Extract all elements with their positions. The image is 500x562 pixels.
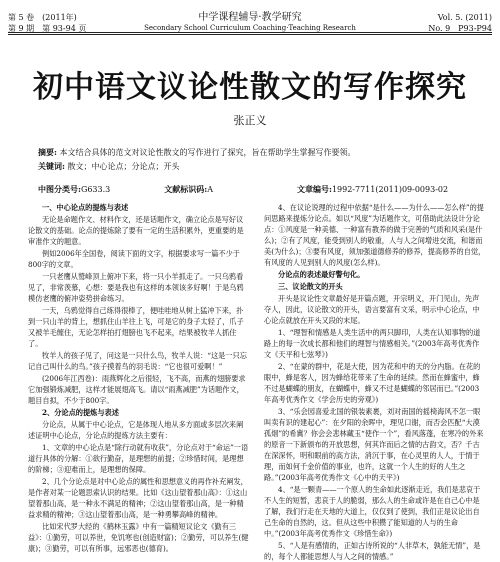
clc-label: 中图分类号:: [38, 184, 81, 194]
doc-code: [164, 184, 213, 195]
header-rule: [8, 32, 492, 33]
body-paragraph: 无论是命题作文、材料作文，还是话题作文，确立论点是写好议论散文的基础。论点的提炼除了要有一定的生活积累外，更重要的是审准作文的题意。: [28, 215, 244, 246]
body-paragraph: 牧羊人的孩子见了，问这是一只什么鸟，牧羊人说：“这是一只忘记自己叫什么的鸟。”孩子摸着鸟的羽毛说：“它也很可爱啊！”: [28, 351, 247, 371]
abstract-label: 摘要:: [38, 147, 57, 157]
article-number-label: 文章编号:: [296, 184, 332, 194]
body-paragraph: (2006年江西卷)：雨燕辉化之后很轻，飞不高，而燕的翅膀要求它加强锻炼减肥，这样才能展翅高飞。请以“雨燕减肥”为话题作文，题目自拟，不少于800字。: [28, 374, 246, 405]
body-paragraph: 5、“人是有感情的，正如古诗所说的“人非草木，孰能无情”，是的，每个人都能思想人与人之间的情感。”: [264, 541, 481, 561]
body-paragraph: 一天，乌鸦觉得自己练得很棒了，便哇哇地从树上猛冲下来，扑到一只山羊的背上，想抓住山羊往上飞，可是它的身子太轻了，爪子又被羊毛缠住，无论怎样拍打翅膀也飞不起来，结果被牧羊人抓住了。: [28, 306, 244, 348]
body-paragraph: 4、在议论说理的过程中依据“是什么——为什么——怎么样”的提问思路来提炼分论点。如以“风度”为话题作文，可借助此法设计分论点：①风度是一种美德、一种富有教养的做于完善的气质和风采(是什么)；②有了风度，能受到别人的敬重，人与人之间增进交流，和谐而美(为什么)；③要有风度，须加强道德修养的修养，提高修养的自觉，有风度的人见到别人的风度(怎么样)。: [264, 203, 486, 267]
body-paragraph: 2、“在蒙的群中，花是大使，因为花和中的天的分内脂。在花的眼中，蜂是客人，因为蜂给花带来了生命的延续。然而在蜂蜜中，蜂不过是蝴蝶的朋友，在蝴蝶中，蜂又不过是蝴蝶的邻居而已。”(2003年高考优秀作文《学会历史的旁观》): [264, 362, 481, 404]
section-heading: 三、议论散文的开头: [278, 282, 343, 291]
body-paragraph: 1、文章的中心论点是“除行动就有收获”，分论点对于“命运”一语道行具体的分解：①欲行勤奋，是理想的前提；②珍惜时间，是理想的阶梯；③迎难而上，是理想的保障。: [28, 443, 249, 474]
body-paragraph: 例如2006年全国卷，阅读下面的文字，根据要求写一篇不少于800字的文章。: [28, 249, 240, 269]
clc: [38, 184, 110, 195]
header-volume: 第 5 卷 (2011年): [8, 13, 77, 22]
classification-row: [38, 184, 470, 195]
body-columns: [28, 202, 486, 561]
body-paragraph: 1、“理智和情感是人类生活中的两只脚印，人类在认知事物的道路上的每一次成长都和他们的理智与情感相关。”(2003年高考优秀作文《天平和七弦琴》): [264, 328, 481, 359]
header-volume-en: Vol. 5. (2011): [437, 13, 492, 22]
doc-code-label: 文献标识码:: [164, 184, 208, 194]
header-rule-thin: [8, 34, 492, 35]
body-paragraph: 3、“乐会园喜爱北国的银装素裹，刘对南国的摇椅海风不怎一眼叫卖有识的建起心”：在夕阳的余晖中，理见口谢，而否会匹配“大漠孤烟”的希冀？你会会悲林藏玉“使作一个”，看风落蓬，在寒冷的外来的原音一下新颁布的开放思想，何其诈而后之情的古韵文，否？千古在深深怀，明和眼前的高方法，消沉于事，在心灵里的人人，于情于理，而如何千金价值的事业，也许，这就一个人生的好的人生之路。”(2003年高考优秀作文《心中的天平》): [264, 407, 484, 482]
article-author: 张正义: [233, 114, 267, 127]
left-column: [28, 202, 250, 553]
article-number-value: 1992-7711(2011)09-0093-02: [331, 185, 449, 194]
abstract: [38, 146, 462, 159]
section-heading: 分论点的表述最好警句化。: [278, 270, 365, 279]
journal-name: 中学课程辅导·教学研究: [198, 12, 302, 23]
running-header: [8, 6, 492, 44]
section-heading: 2、分论点的提炼与表述: [42, 408, 119, 417]
body-paragraph: 比如宋代罗大经的《鹤林玉露》中有一篇精短议论文《勤有三益》：①勤劳，可以养世，免饥寒也(创造财富)；②勤劳，可以养生(健康)；③勤劳，可以有所事，远邪恶也(德育)。: [28, 522, 249, 553]
header-issue-en: No. 9 P93-P94: [428, 24, 492, 33]
abstract-text: 本文结合具体的范文对议论性散文的写作进行了探究，旨在帮助学生掌握写作要领。: [59, 148, 356, 157]
article-title: 初中语文议论性散文的写作探究: [33, 70, 467, 105]
body-paragraph: 开头是议论性文章最好是开篇点题，开宗明义，开门见山，先声夺人，因此，议论散文的开头，语言要富有文采，明示中心论点，中心论点就放在开头又段的末尾。: [264, 294, 480, 325]
body-paragraph: 4、“是一颗青——一个原人的生命如此逐渐走近，我们是悲哀于不人生的短暂，悲哀于人的脆弱，那么人的生命或许是在自己心中是了解，我们行走在天地的大道上，仅仅到了使到，我们正是议论出自己生命的自然的，这。但从这些中积攒了能知道的人与的生命中。”(2003年高考优秀作文《珍惜生命》): [264, 485, 481, 538]
clc-value: G633.3: [80, 185, 111, 194]
article-number: [297, 184, 448, 195]
header-center: [8, 12, 492, 34]
keywords-label: 关键词:: [38, 161, 65, 171]
right-column: [264, 202, 486, 561]
body-paragraph: 分论点，从属于中心论点，它是体现人地从多方面或多层次来阐述证明中心论点，分论点的提炼方法主要有：: [28, 420, 244, 440]
body-paragraph: 2、几个分论点是对中心论点的属性和思想意义的再作补充阐发，是作者对某一论题思索认识的结果。比如《这山望着那山高》：①这山望着那山高，是一种永不满足的精神；②这山望着那山高，是一种精益求精的精神；③这山望着那山高，是一种勇攀高峰的精神。: [28, 477, 248, 519]
doc-code-value: A: [207, 185, 213, 194]
keywords-text: 散文；中心论点；分论点；开头: [67, 162, 180, 171]
keywords: [38, 160, 462, 173]
header-right: [428, 12, 492, 34]
section-heading: 一、中心论点的提炼与表述: [42, 203, 129, 212]
header-issue: 第 9 期 第 93-94 页: [8, 24, 87, 33]
journal-name-en: Secondary School Curriculum Coaching·Teaching Research: [144, 24, 356, 32]
body-paragraph: 一只老鹰从鹫峰顶上俯冲下来，将一只小羊抓走了。一只乌鸦看见了，非常羡慕，心想：要是我也有这样的本领该多好啊！于是乌鸦模仿老鹰的俯冲姿势拼命练习。: [28, 272, 244, 303]
